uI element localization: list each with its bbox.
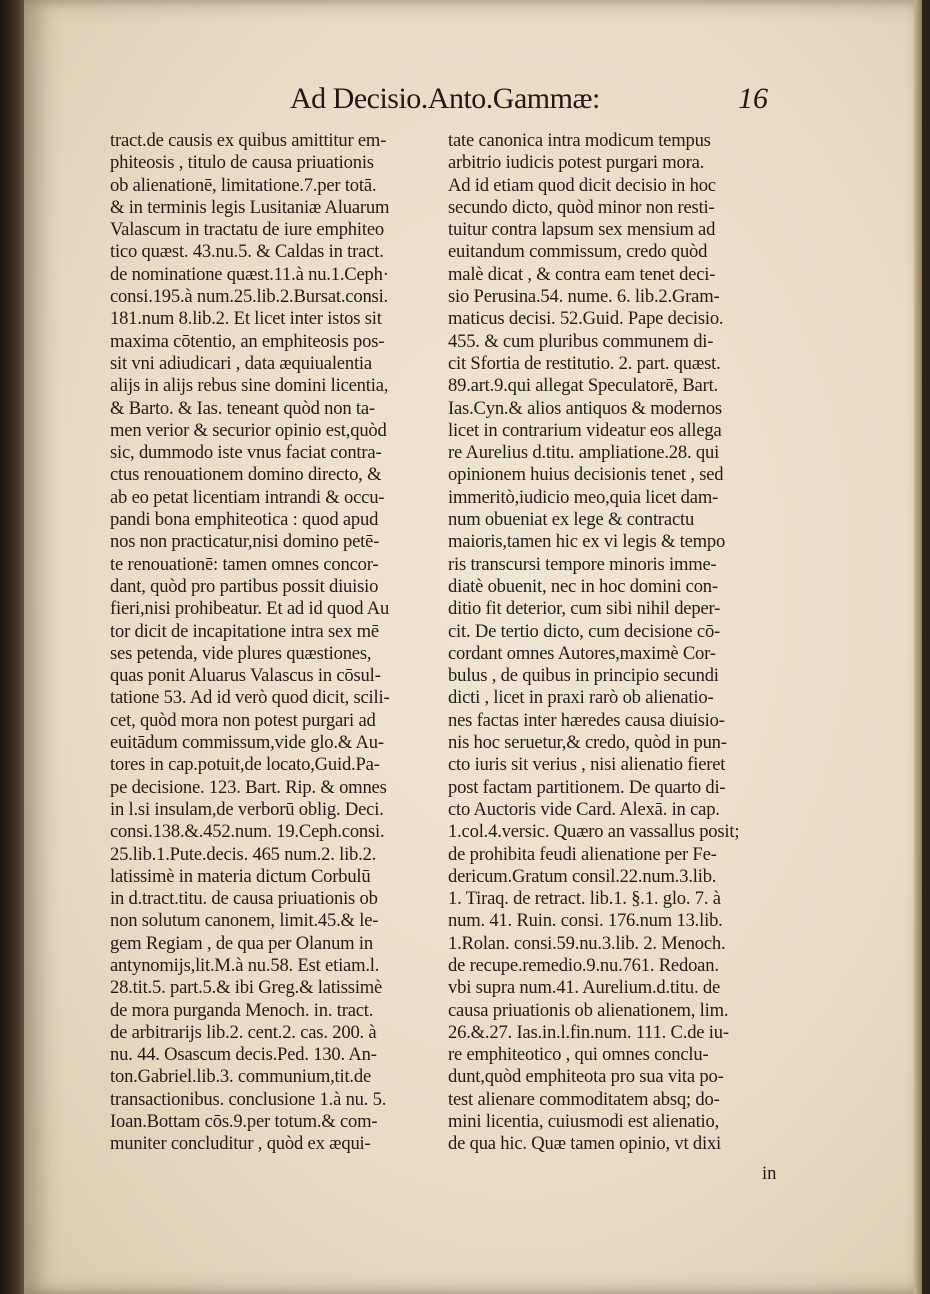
text-line: vbi supra num.41. Aurelium.d.titu. de [448, 977, 720, 999]
text-line: nos non practicatur,nisi domino petē- [110, 531, 380, 553]
text-line: cto iuris sit verius , nisi alienatio fieret [448, 754, 726, 776]
text-line: ab eo petat licentiam intrandi & occu- [110, 486, 385, 508]
text-line: dericum.Gratum consil.22.num.3.lib. [448, 865, 717, 887]
text-line: te renouationē: tamen omnes concor- [110, 553, 379, 575]
text-line: re Aurelius d.titu. ampliatione.28. qui [448, 442, 720, 464]
text-line: de qua hic. Quæ tamen opinio, vt dixi [448, 1133, 722, 1155]
text-line: cto Auctoris vide Card. Alexā. in cap. [448, 798, 720, 820]
text-line: in d.tract.titu. de causa priuationis ob [110, 888, 378, 910]
text-line: 1.Rolan. consi.59.nu.3.lib. 2. Menoch. [448, 932, 726, 954]
text-line: 1.col.4.versic. Quæro an vassallus posit; [448, 821, 740, 843]
text-line: dunt,quòd emphiteota pro sua vita po- [448, 1066, 724, 1088]
text-line: opinionem huius decisionis tenet , sed [448, 464, 724, 486]
text-line: bulus , de quibus in principio secundi [448, 665, 719, 687]
text-line: de prohibita feudi alienatione per Fe- [448, 843, 717, 865]
text-line: dant, quòd pro partibus possit diuisio [110, 575, 379, 597]
text-line: dicti , licet in praxi rarò ob alienatio- [448, 687, 714, 709]
text-line: phiteosis , titulo de causa priuationis [110, 152, 374, 174]
text-line: test alienare commoditatem absq; do- [448, 1088, 720, 1110]
text-line: consi.195.à num.25.lib.2.Bursat.consi. [110, 286, 388, 308]
text-line: ctus renouationem domino directo, & [110, 464, 382, 486]
text-line: tate canonica intra modicum tempus [448, 130, 711, 151]
text-line: antynomijs,lit.M.à nu.58. Est etiam.l. [110, 954, 380, 976]
text-line: 1. Tiraq. de retract. lib.1. §.1. glo. 7. à [448, 888, 721, 910]
right-text-column [448, 130, 788, 1156]
text-line: cet, quòd mora non potest purgari ad [110, 709, 376, 731]
text-line: ris transcursi tempore minoris imme- [448, 553, 717, 575]
text-line: pandi bona emphiteotica : quod apud [110, 509, 379, 531]
text-line: consi.138.&.452.num. 19.Ceph.consi. [110, 821, 385, 843]
text-line: re emphiteotico , qui omnes conclu- [448, 1044, 709, 1066]
text-line: in l.si insulam,de verborū oblig. Deci. [110, 798, 384, 820]
text-line: tores in cap.potuit,de locato,Guid.Pa- [110, 754, 380, 776]
text-line: num. 41. Ruin. consi. 176.num 13.lib. [448, 910, 723, 932]
text-line: Ad id etiam quod dicit decisio in hoc [448, 174, 716, 196]
text-line: nis hoc seruetur,& credo, quòd in pun- [448, 732, 727, 754]
text-line: gem Regiam , de qua per Olanum in [110, 932, 373, 954]
text-line: & in terminis legis Lusitaniæ Aluarum [110, 196, 390, 218]
text-line: muniter concluditur , quòd ex æqui- [110, 1133, 371, 1155]
text-line: tico quæst. 43.nu.5. & Caldas in tract. [110, 241, 384, 263]
text-line: cit. De tertio dicto, cum decisione cō- [448, 620, 721, 642]
text-line: ob alienationē, limitatione.7.per totā. [110, 174, 377, 196]
text-line: alijs in alijs rebus sine domini licentia, [110, 375, 389, 397]
text-line: 89.art.9.qui allegat Speculatorē, Bart. [448, 375, 718, 397]
text-line: 455. & cum pluribus communem di- [448, 330, 714, 352]
text-line: non solutum canonem, limit.45.& le- [110, 910, 379, 932]
text-line: licet in contrarium videatur eos allega [448, 419, 722, 441]
text-line: maxima cōtentio, an emphiteosis pos- [110, 330, 385, 352]
text-line: quas ponit Aluarus Valascus in cōsul- [110, 665, 381, 687]
text-line: immeritò,iudicio meo,quia licet dam- [448, 486, 719, 508]
text-line: sic, dummodo iste vnus faciat contra- [110, 442, 382, 464]
text-line: post factam partitionem. De quarto di- [448, 776, 726, 798]
text-line: 28.tit.5. part.5.& ibi Greg.& latissimè [110, 977, 383, 999]
text-line: tor dicit de incapitatione intra sex mē [110, 620, 379, 642]
text-line: de recupe.remedio.9.nu.761. Redoan. [448, 954, 719, 976]
text-line: de mora purganda Menoch. in. tract. [110, 999, 374, 1021]
page-edge [914, 0, 922, 1294]
text-line: men verior & securior opinio est,quòd [110, 419, 387, 441]
text-line: maticus decisi. 52.Guid. Pape decisio. [448, 308, 724, 330]
page-header [290, 82, 810, 122]
text-line: num obueniat ex lege & contractu [448, 509, 695, 531]
text-line: de arbitrarijs lib.2. cent.2. cas. 200. à [110, 1021, 377, 1043]
text-line: causa priuationis ob alienationem, lim. [448, 999, 729, 1021]
book-spine [0, 0, 26, 1294]
text-line: mini licentia, cuiusmodi est alienatio, [448, 1111, 720, 1133]
text-line: sio Perusina.54. nume. 6. lib.2.Gram- [448, 286, 720, 308]
running-title: Ad Decisio.Anto.Gammæ: [290, 82, 600, 115]
text-line: de nominatione quæst.11.à nu.1.Ceph· [110, 263, 389, 285]
text-line: ses petenda, vide plures quæstiones, [110, 642, 372, 664]
text-line: & Barto. & Ias. teneant quòd non ta- [110, 397, 375, 419]
text-line: cordant omnes Autores,maximè Cor- [448, 642, 716, 664]
text-line: secundo dicto, quòd minor non resti- [448, 196, 715, 218]
text-line: Ias.Cyn.& alios antiquos & modernos [448, 397, 722, 419]
text-line: euitandum commissum, credo quòd [448, 241, 708, 263]
text-line: sit vni adiudicari , data æquiualentia [110, 352, 372, 374]
text-line: malè dicat , & contra eam tenet deci- [448, 263, 716, 285]
text-line: Valascum in tractatu de iure emphiteo [110, 219, 384, 241]
text-line: tract.de causis ex quibus amittitur em- [110, 130, 387, 151]
text-line: Ioan.Bottam cōs.9.per totum.& com- [110, 1111, 378, 1133]
text-line: nes factas inter hæredes causa diuisio- [448, 709, 725, 731]
text-line: 25.lib.1.Pute.decis. 465 num.2. lib.2. [110, 843, 377, 865]
text-line: fieri,nisi prohibeatur. Et ad id quod Au [110, 598, 390, 620]
text-line: tuitur contra lapsum sex mensium ad [448, 219, 716, 241]
folio-number: 16 [738, 82, 768, 115]
text-line: euitādum commissum,vide glo.& Au- [110, 732, 384, 754]
text-line: diatè obuenit, nec in hoc domini con- [448, 575, 718, 597]
text-line: 26.&.27. Ias.in.l.fin.num. 111. C.de iu- [448, 1021, 729, 1043]
text-line: arbitrio iudicis potest purgari mora. [448, 152, 705, 174]
text-line: nu. 44. Osascum decis.Ped. 130. An- [110, 1044, 377, 1066]
text-line: pe decisione. 123. Bart. Rip. & omnes [110, 776, 387, 798]
text-line: ditio fit deterior, cum sibi nihil deper- [448, 598, 721, 620]
text-line: latissimè in materia dictum Corbulū [110, 865, 371, 887]
text-line: ton.Gabriel.lib.3. communium,tit.de [110, 1066, 372, 1088]
left-text-column [110, 130, 428, 1156]
text-line: maioris,tamen hic ex vi legis & tempo [448, 531, 726, 553]
text-line: transactionibus. conclusione 1.à nu. 5. [110, 1088, 387, 1110]
text-line: cit Sfortia de restitutio. 2. part. quæst. [448, 352, 721, 374]
catchword: in [762, 1163, 777, 1184]
text-line: 181.num 8.lib.2. Et licet inter istos sit [110, 308, 382, 330]
text-line: tatione 53. Ad id verò quod dicit, scili- [110, 687, 390, 709]
